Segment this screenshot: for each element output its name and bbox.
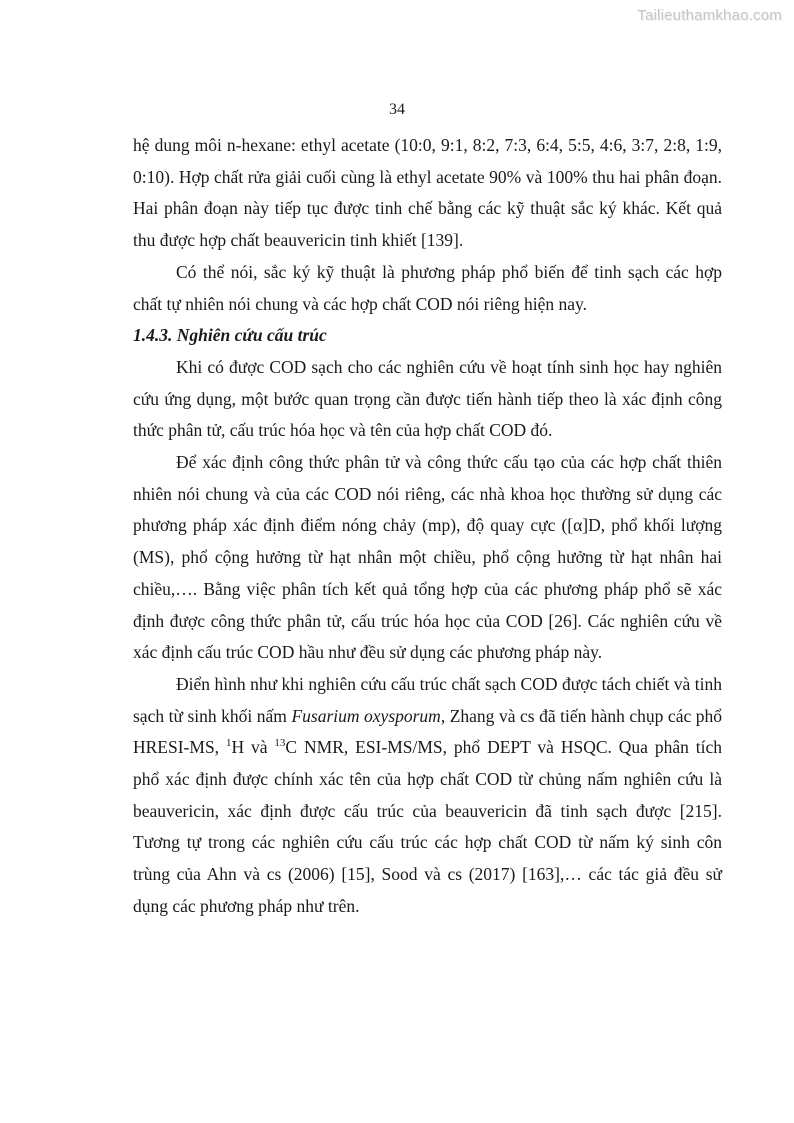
text-run: C NMR, ESI-MS/MS, phổ DEPT và HSQC. Qua phân tích phổ xác định được chính xác tên của hợp chất COD từ chủng nấm nghiên cứu là beauvericin, xác định được cấu trúc của beauvericin đã tinh sạch được [215]. Tương tự trong các nghiên cứu cấu trúc các hợp chất COD từ nấm ký sinh côn trùng của Ahn và cs (2006) [15], Sood và cs (2017) [163],… các tác giả đều sử dụng các phương pháp như trên. xyxy=(133,737,722,916)
paragraph-case-studies xyxy=(133,669,722,923)
text-run: , Zhang và cs đã tiến hành chụp các phổ HRESI-MS, xyxy=(133,705,723,758)
paragraph-chromatography-summary: Có thể nói, sắc ký kỹ thuật là phương pháp phổ biến để tinh sạch các hợp chất tự nhiên nói chung và các hợp chất COD nói riêng hiện nay. xyxy=(133,261,722,314)
text-run: H và xyxy=(231,737,275,758)
text-run: Điển hình như khi nghiên cứu cấu trúc chất sạch COD được tách chiết và tinh sạch từ sinh khối nấm xyxy=(133,673,722,726)
paragraph-methods-overview: Để xác định công thức phân tử và công thức cấu tạo của các hợp chất thiên nhiên nói chung và của các COD nói riêng, các nhà khoa học thường sử dụng các phương pháp xác định điểm nóng chảy (mp), độ quay cực ([α]D, phổ khối lượng (MS), phổ cộng hưởng từ hạt nhân một chiều, phổ cộng hưởng từ hạt nhân hai chiều,…. Bằng việc phân tích kết quả tổng hợp của các phương pháp phổ sẽ xác định được công thức phân tử, cấu trúc hóa học của COD [26]. Các nghiên cứu về xác định cấu trúc COD hầu như đều sử dụng các phương pháp này. xyxy=(133,452,722,663)
page-number: 34 xyxy=(389,101,405,118)
page-body xyxy=(133,130,722,923)
species-name-italic: Fusarium oxysporum xyxy=(291,705,441,726)
superscript-1: 1 xyxy=(225,737,232,750)
paragraph-solvent-system: hệ dung môi n-hexane: ethyl acetate (10:0, 9:1, 8:2, 7:3, 6:4, 5:5, 4:6, 3:7, 2:8, 1:9, 0:10). Hợp chất rửa giải cuối cùng là ethyl acetate 90% và 100% thu hai phân đoạn. Hai phân đoạn này tiếp tục được tinh chế bằng các kỹ thuật sắc ký khác. Kết quả thu được hợp chất beauvericin tinh khiết [139]. xyxy=(133,135,722,251)
paragraph-structure-intro: Khi có được COD sạch cho các nghiên cứu về hoạt tính sinh học hay nghiên cứu ứng dụng, một bước quan trọng cần được tiến hành tiếp theo là xác định công thức phân tử, cấu trúc hóa học và tên của hợp chất COD đó. xyxy=(133,356,722,441)
section-heading-1-4-3: 1.4.3. Nghiên cứu cấu trúc xyxy=(133,325,327,346)
watermark: Tailieuthamkhao.com xyxy=(637,7,782,24)
superscript-13: 13 xyxy=(274,737,286,750)
